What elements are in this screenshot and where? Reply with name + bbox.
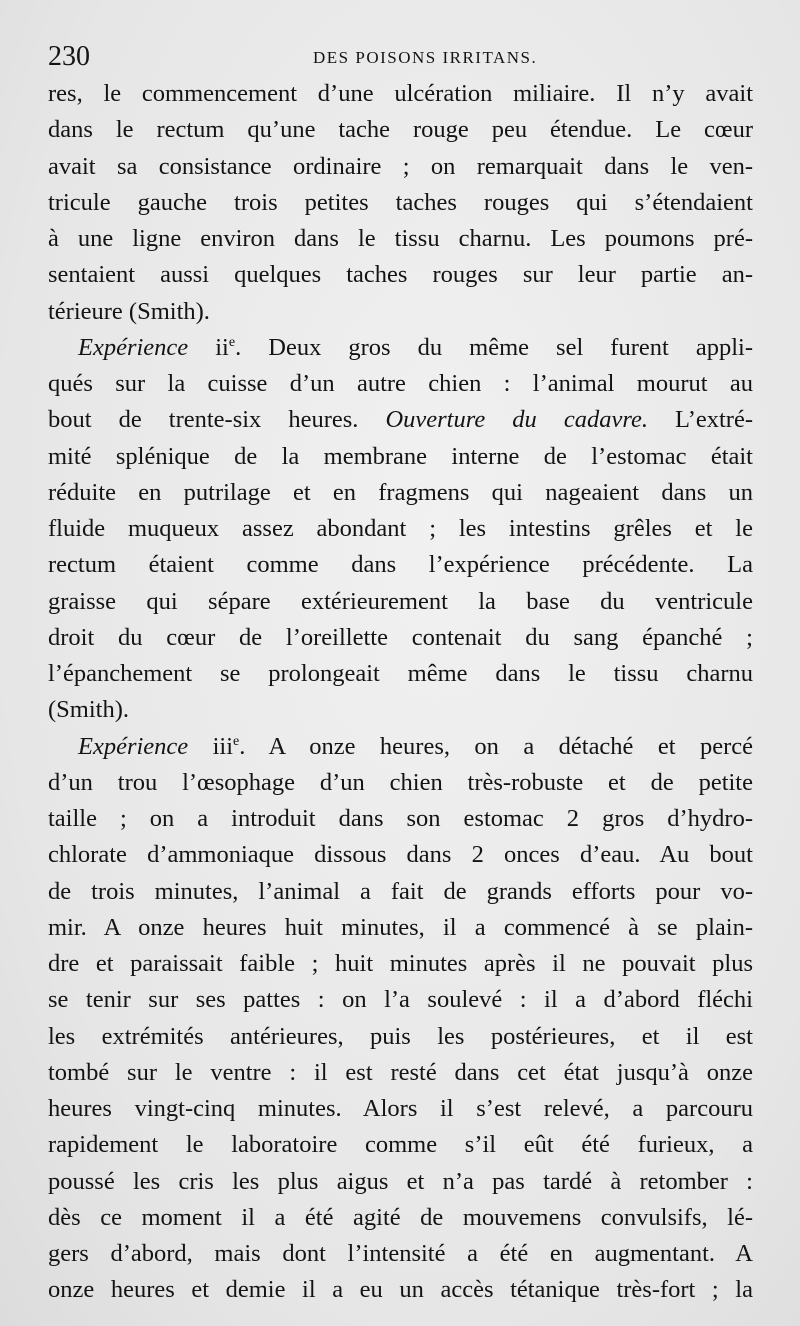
text-line: [48, 946, 753, 982]
running-title: DES POISONS IRRITANS.: [313, 48, 538, 67]
text-run: avait sa consistance ordinaire ; on remarquait dans le ven-: [48, 152, 753, 180]
text-run: res, le commencement d’une ulcération miliaire. Il n’y avait: [48, 80, 753, 107]
superscript: e: [233, 733, 240, 749]
text-run: fluide muqueux assez abondant ; les intestins grêles et le: [48, 515, 753, 542]
text-run: de trois minutes, l’animal a fait de grands efforts pour vo-: [48, 877, 753, 905]
text-line: [48, 982, 753, 1018]
text-line: [48, 837, 753, 873]
text-line: [48, 874, 753, 910]
italic-text: Expérience: [78, 333, 189, 361]
text-run: rectum étaient comme dans l’expérience précédente. La: [48, 551, 753, 579]
text-line: [48, 1200, 753, 1236]
text-run: droit du cœur de l’oreillette contenait du sang épanché ;: [48, 623, 753, 651]
text-line: [48, 511, 753, 547]
text-run: dans le rectum qu’une tache rouge peu étendue. Le cœur: [48, 116, 753, 144]
text-run: térieure (Smith).: [48, 297, 210, 325]
text-line: [48, 149, 753, 185]
text-run: poussé les cris les plus aigus et n’a pas tardé à retomber :: [48, 1167, 753, 1195]
text-run: graisse qui sépare extérieurement la base du ventricule: [48, 587, 753, 615]
text-run: se tenir sur ses pattes : on l’a soulevé : il a d’abord fléchi: [48, 986, 753, 1014]
text-run: réduite en putrilage et en fragmens qui nageaient dans un: [48, 478, 753, 506]
text-line: [48, 1236, 753, 1272]
text-line: [48, 330, 753, 366]
text-run: . Deux gros du même sel furent appli-: [235, 333, 753, 361]
text-run: sentaient aussi quelques taches rouges sur leur partie an-: [48, 261, 753, 289]
text-line: [48, 76, 753, 112]
text-run: bout de trente-six heures.: [48, 406, 386, 434]
italic-text: Expérience: [78, 732, 189, 760]
text-run: les extrémités antérieures, puis les postérieures, et il est: [48, 1022, 753, 1050]
text-line: [48, 910, 753, 946]
text-run: gers d’abord, mais dont l’intensité a été en augmentant. A: [48, 1240, 753, 1267]
superscript: e: [228, 334, 236, 350]
text-run: dre et paraissait faible ; huit minutes après il ne pouvait plus: [48, 950, 753, 977]
text-line: [48, 221, 753, 257]
text-run: dès ce moment il a été agité de mouvemens convulsifs, lé-: [48, 1203, 753, 1231]
text-line: [48, 692, 753, 728]
text-line: [48, 1019, 753, 1055]
text-run: mir. A onze heures huit minutes, il a commencé à se plain-: [48, 913, 753, 941]
text-line: [48, 257, 753, 293]
text-line: [48, 439, 753, 475]
text-run: tombé sur le ventre : il est resté dans cet état jusqu’à onze: [48, 1058, 753, 1086]
text-run: l’épanchement se prolongeait même dans le tissu charnu: [48, 660, 753, 687]
text-line: [48, 294, 753, 330]
page-header: [48, 40, 753, 74]
text-run: L’extré-: [647, 406, 753, 434]
text-line: [48, 584, 753, 620]
text-run: rapidement le laboratoire comme s’il eût été furieux, a: [48, 1131, 753, 1159]
text-line: [48, 1091, 753, 1127]
text-line: [48, 729, 753, 765]
text-run: taille ; on a introduit dans son estomac 2 gros d’hydro-: [48, 805, 753, 832]
text-line: [48, 656, 753, 692]
text-run: mité splénique de la membrane interne de l’estomac était: [48, 442, 753, 470]
text-run: heures vingt-cinq minutes. Alors il s’est relevé, a parcouru: [48, 1095, 753, 1122]
text-line: [48, 402, 753, 438]
text-line: [48, 801, 753, 837]
italic-text: Ouverture du cadavre.: [385, 406, 648, 434]
text-run: tricule gauche trois petites taches rouges qui s’étendaient: [48, 188, 753, 216]
text-run: iii: [188, 732, 234, 760]
text-run: (Smith).: [48, 696, 129, 724]
text-run: à une ligne environ dans le tissu charnu. Les poumons pré-: [48, 225, 753, 252]
text-line: [48, 547, 753, 583]
body-text: [48, 76, 753, 1309]
text-line: [48, 112, 753, 148]
text-line: [48, 1272, 753, 1308]
text-line: [48, 765, 753, 801]
text-line: [48, 1164, 753, 1200]
text-run: . A onze heures, on a détaché et percé: [239, 732, 753, 760]
text-line: [48, 1055, 753, 1091]
text-line: [48, 1127, 753, 1163]
text-run: onze heures et demie il a eu un accès tétanique très-fort ; la: [48, 1276, 753, 1304]
text-run: qués sur la cuisse d’un autre chien : l’animal mourut au: [48, 370, 753, 397]
text-run: d’un trou l’œsophage d’un chien très-robuste et de petite: [48, 768, 753, 796]
text-line: [48, 475, 753, 511]
text-line: [48, 620, 753, 656]
text-run: chlorate d’ammoniaque dissous dans 2 onces d’eau. Au bout: [48, 841, 753, 869]
text-line: [48, 185, 753, 221]
text-run: ii: [188, 333, 229, 361]
page-number: 230: [48, 41, 90, 72]
text-line: [48, 366, 753, 402]
